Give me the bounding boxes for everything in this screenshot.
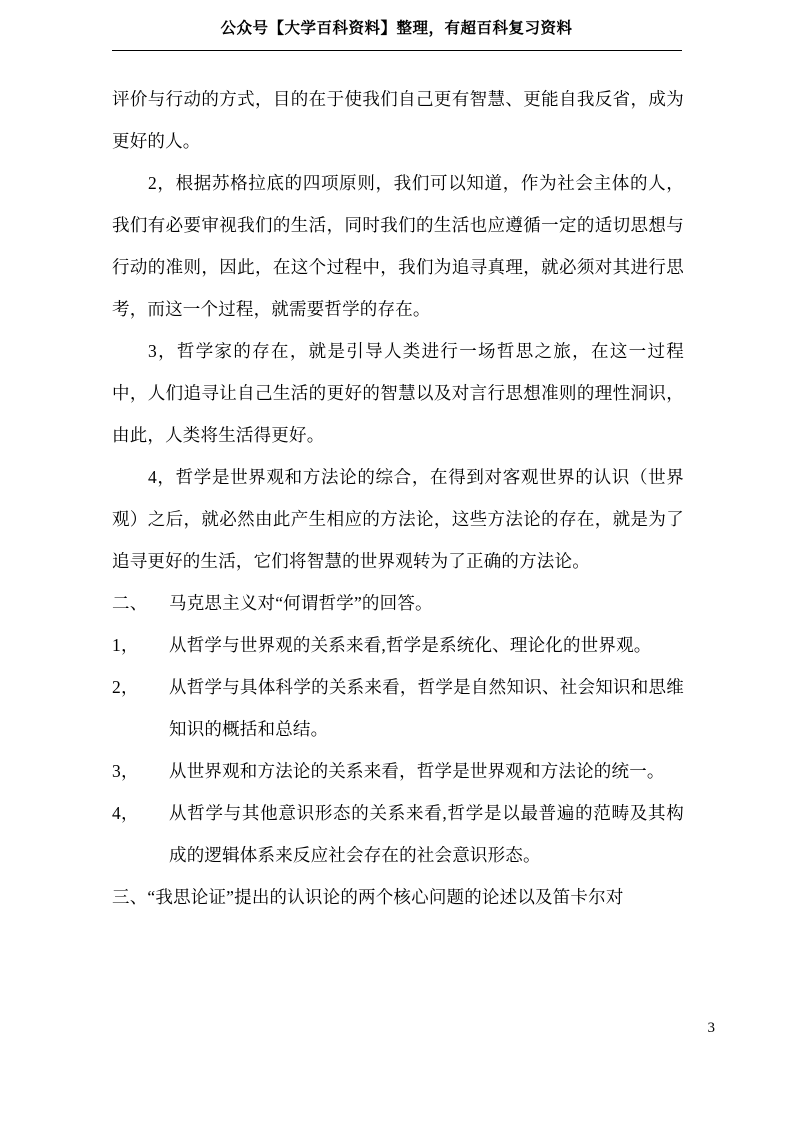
list-item [112, 624, 684, 666]
list-item [112, 750, 684, 792]
list-item-text: 从世界观和方法论的关系来看，哲学是世界观和方法论的统一。 [169, 761, 665, 781]
page-header-banner: 公众号【大学百科资料】整理，有超百科复习资料 [220, 20, 573, 37]
document-body [112, 78, 684, 918]
section-heading-three: 三、“我思论证”提出的认识论的两个核心问题的论述以及笛卡尔对 [112, 887, 624, 907]
section-heading-two [112, 582, 684, 624]
paragraph-continued: 评价与行动的方式，目的在于使我们自己更有智慧、更能自我反省，成为更好的人。 [112, 89, 684, 151]
list-item [112, 666, 684, 750]
list-item-marker: 2， [112, 677, 139, 697]
list-item-text: 从哲学与其他意识形态的关系来看,哲学是以最普遍的范畴及其构成的逻辑体系来反应社会存在的社会意识形态。 [169, 803, 684, 865]
paragraph-item-2: 2，根据苏格拉底的四项原则，我们可以知道，作为社会主体的人，我们有必要审视我们的生活，同时我们的生活也应遵循一定的适切思想与行动的准则，因此，在这个过程中，我们为追寻真理，就必须对其进行思考，而这一个过程，就需要哲学的存在。 [112, 173, 684, 319]
section-two-marker: 二、 [112, 593, 148, 613]
section-two-title: 马克思主义对“何谓哲学”的回答。 [169, 593, 433, 613]
list-item-marker: 4， [112, 803, 139, 823]
list-item-marker: 3， [112, 761, 139, 781]
paragraph-item-3: 3，哲学家的存在，就是引导人类进行一场哲思之旅，在这一过程中，人们追寻让自己生活的更好的智慧以及对言行思想准则的理性洞识，由此，人类将生活得更好。 [112, 341, 684, 445]
list-item-marker: 1， [112, 635, 139, 655]
list-item-text: 从哲学与具体科学的关系来看，哲学是自然知识、社会知识和思维知识的概括和总结。 [169, 677, 684, 739]
paragraph-item-4: 4，哲学是世界观和方法论的综合，在得到对客观世界的认识（世界观）之后，就必然由此产生相应的方法论，这些方法论的存在，就是为了追寻更好的生活，它们将智慧的世界观转为了正确的方法论。 [112, 467, 684, 571]
list-item [112, 792, 684, 876]
page-number: 3 [707, 1020, 715, 1036]
list-item-text: 从哲学与世界观的关系来看,哲学是系统化、理论化的世界观。 [169, 635, 652, 655]
header-divider [112, 50, 682, 51]
